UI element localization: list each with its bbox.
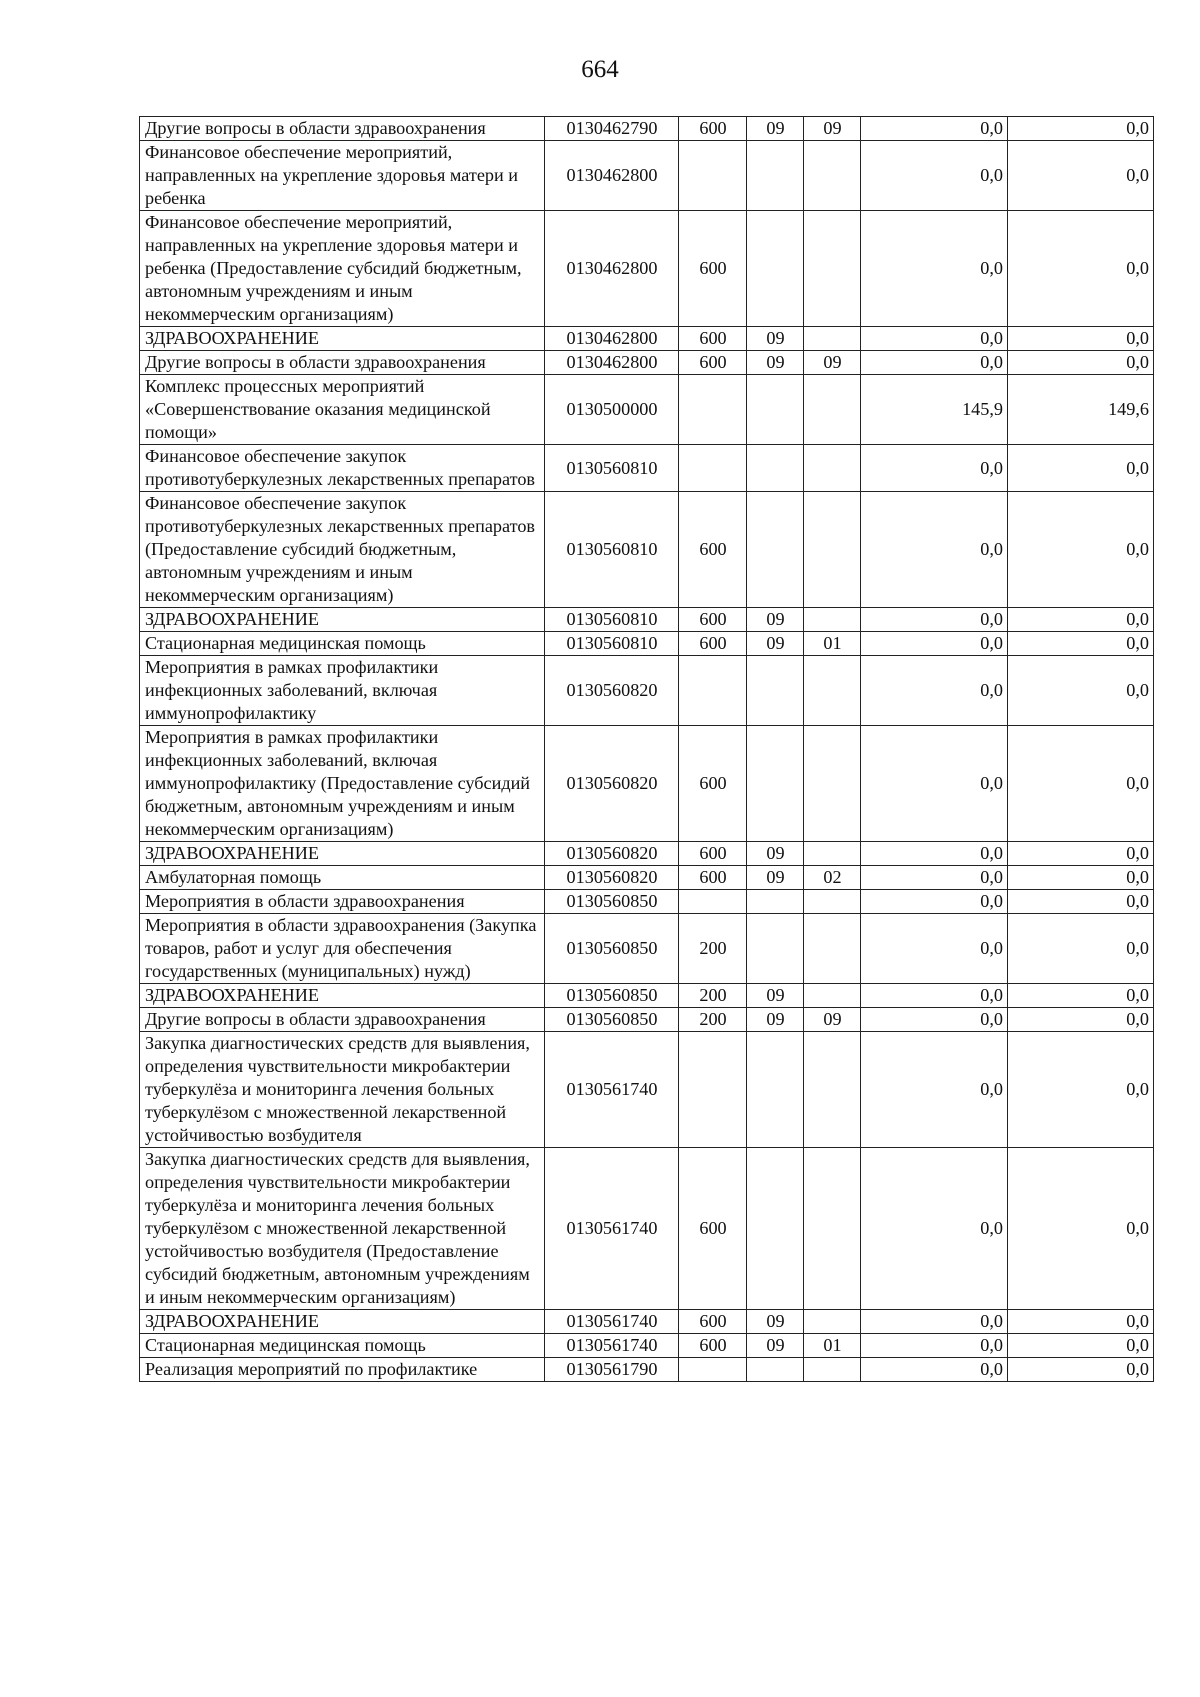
row-code-cell: 0130560810 bbox=[545, 445, 679, 492]
table-row bbox=[140, 984, 1154, 1008]
row-section-cell bbox=[747, 914, 804, 984]
row-name-cell: Другие вопросы в области здравоохранения bbox=[140, 1008, 545, 1032]
row-expense-type-cell: 200 bbox=[679, 984, 747, 1008]
row-code-cell: 0130462800 bbox=[545, 211, 679, 327]
row-value-1-cell: 0,0 bbox=[861, 351, 1008, 375]
row-value-1-cell: 0,0 bbox=[861, 1334, 1008, 1358]
row-section-cell bbox=[747, 890, 804, 914]
row-value-2-cell: 0,0 bbox=[1008, 632, 1154, 656]
row-value-2-cell: 0,0 bbox=[1008, 211, 1154, 327]
row-code-cell: 0130560810 bbox=[545, 632, 679, 656]
row-expense-type-cell: 600 bbox=[679, 117, 747, 141]
row-subsection-cell bbox=[804, 141, 861, 211]
row-value-2-cell: 0,0 bbox=[1008, 327, 1154, 351]
row-value-2-cell: 0,0 bbox=[1008, 890, 1154, 914]
table-row bbox=[140, 632, 1154, 656]
row-subsection-cell bbox=[804, 842, 861, 866]
row-subsection-cell bbox=[804, 914, 861, 984]
row-section-cell: 09 bbox=[747, 1334, 804, 1358]
row-subsection-cell: 09 bbox=[804, 351, 861, 375]
row-section-cell: 09 bbox=[747, 608, 804, 632]
row-expense-type-cell: 600 bbox=[679, 351, 747, 375]
row-value-1-cell: 0,0 bbox=[861, 656, 1008, 726]
row-section-cell bbox=[747, 445, 804, 492]
row-expense-type-cell: 200 bbox=[679, 914, 747, 984]
row-code-cell: 0130561740 bbox=[545, 1148, 679, 1310]
row-value-1-cell: 0,0 bbox=[861, 632, 1008, 656]
row-subsection-cell bbox=[804, 327, 861, 351]
row-value-1-cell: 0,0 bbox=[861, 914, 1008, 984]
row-value-1-cell: 0,0 bbox=[861, 726, 1008, 842]
table-row bbox=[140, 351, 1154, 375]
row-code-cell: 0130561740 bbox=[545, 1310, 679, 1334]
row-value-2-cell: 0,0 bbox=[1008, 1358, 1154, 1382]
row-expense-type-cell: 600 bbox=[679, 866, 747, 890]
row-value-1-cell: 0,0 bbox=[861, 866, 1008, 890]
row-expense-type-cell: 600 bbox=[679, 1148, 747, 1310]
table-row bbox=[140, 890, 1154, 914]
row-subsection-cell bbox=[804, 1148, 861, 1310]
row-code-cell: 0130561740 bbox=[545, 1032, 679, 1148]
row-section-cell bbox=[747, 1358, 804, 1382]
row-subsection-cell: 02 bbox=[804, 866, 861, 890]
table-row bbox=[140, 375, 1154, 445]
row-value-2-cell: 0,0 bbox=[1008, 492, 1154, 608]
row-name-cell: Финансовое обеспечение мероприятий, направленных на укрепление здоровья матери и ребенка (Предоставление субсидий бюджетным, автономным учреждениям и иным некоммерческим организациям) bbox=[140, 211, 545, 327]
row-value-1-cell: 0,0 bbox=[861, 445, 1008, 492]
row-subsection-cell bbox=[804, 656, 861, 726]
row-code-cell: 0130560850 bbox=[545, 1008, 679, 1032]
row-value-2-cell: 0,0 bbox=[1008, 656, 1154, 726]
row-expense-type-cell bbox=[679, 445, 747, 492]
row-code-cell: 0130561790 bbox=[545, 1358, 679, 1382]
row-code-cell: 0130560820 bbox=[545, 842, 679, 866]
row-subsection-cell bbox=[804, 1310, 861, 1334]
row-value-1-cell: 0,0 bbox=[861, 211, 1008, 327]
row-section-cell bbox=[747, 141, 804, 211]
row-value-2-cell: 0,0 bbox=[1008, 608, 1154, 632]
table-row bbox=[140, 914, 1154, 984]
row-value-2-cell: 0,0 bbox=[1008, 1008, 1154, 1032]
row-value-2-cell: 0,0 bbox=[1008, 445, 1154, 492]
table-body bbox=[140, 117, 1154, 1382]
row-section-cell bbox=[747, 1032, 804, 1148]
row-expense-type-cell bbox=[679, 375, 747, 445]
row-value-1-cell: 0,0 bbox=[861, 1008, 1008, 1032]
row-value-2-cell: 0,0 bbox=[1008, 1148, 1154, 1310]
row-section-cell bbox=[747, 375, 804, 445]
row-code-cell: 0130560820 bbox=[545, 866, 679, 890]
row-value-1-cell: 0,0 bbox=[861, 984, 1008, 1008]
row-value-2-cell: 0,0 bbox=[1008, 866, 1154, 890]
row-code-cell: 0130560820 bbox=[545, 656, 679, 726]
row-value-2-cell: 0,0 bbox=[1008, 842, 1154, 866]
row-subsection-cell: 01 bbox=[804, 1334, 861, 1358]
row-value-1-cell: 0,0 bbox=[861, 327, 1008, 351]
row-subsection-cell bbox=[804, 1032, 861, 1148]
row-code-cell: 0130560810 bbox=[545, 492, 679, 608]
row-subsection-cell: 01 bbox=[804, 632, 861, 656]
row-expense-type-cell: 600 bbox=[679, 492, 747, 608]
row-expense-type-cell: 600 bbox=[679, 632, 747, 656]
table-row bbox=[140, 608, 1154, 632]
row-value-1-cell: 0,0 bbox=[861, 1148, 1008, 1310]
row-subsection-cell bbox=[804, 726, 861, 842]
row-value-1-cell: 0,0 bbox=[861, 1032, 1008, 1148]
row-value-1-cell: 0,0 bbox=[861, 1358, 1008, 1382]
row-value-1-cell: 0,0 bbox=[861, 141, 1008, 211]
row-expense-type-cell: 600 bbox=[679, 1334, 747, 1358]
row-value-2-cell: 0,0 bbox=[1008, 1032, 1154, 1148]
table-row bbox=[140, 327, 1154, 351]
row-expense-type-cell bbox=[679, 1032, 747, 1148]
row-subsection-cell bbox=[804, 211, 861, 327]
row-value-2-cell: 0,0 bbox=[1008, 984, 1154, 1008]
table-row bbox=[140, 842, 1154, 866]
row-value-2-cell: 0,0 bbox=[1008, 1310, 1154, 1334]
row-name-cell: Реализация мероприятий по профилактике bbox=[140, 1358, 545, 1382]
row-code-cell: 0130462800 bbox=[545, 141, 679, 211]
row-section-cell bbox=[747, 656, 804, 726]
budget-table bbox=[139, 116, 1154, 1382]
row-subsection-cell: 09 bbox=[804, 117, 861, 141]
row-code-cell: 0130560820 bbox=[545, 726, 679, 842]
row-value-1-cell: 0,0 bbox=[861, 608, 1008, 632]
row-subsection-cell bbox=[804, 984, 861, 1008]
table-row bbox=[140, 1334, 1154, 1358]
row-name-cell: ЗДРАВООХРАНЕНИЕ bbox=[140, 984, 545, 1008]
row-value-1-cell: 0,0 bbox=[861, 117, 1008, 141]
row-name-cell: Финансовое обеспечение закупок противотуберкулезных лекарственных препаратов bbox=[140, 445, 545, 492]
row-expense-type-cell: 600 bbox=[679, 842, 747, 866]
row-code-cell: 0130561740 bbox=[545, 1334, 679, 1358]
row-expense-type-cell: 600 bbox=[679, 608, 747, 632]
row-section-cell bbox=[747, 211, 804, 327]
row-name-cell: ЗДРАВООХРАНЕНИЕ bbox=[140, 1310, 545, 1334]
row-code-cell: 0130560850 bbox=[545, 890, 679, 914]
row-code-cell: 0130560850 bbox=[545, 984, 679, 1008]
row-section-cell bbox=[747, 1148, 804, 1310]
table-row bbox=[140, 141, 1154, 211]
table-row bbox=[140, 866, 1154, 890]
row-expense-type-cell bbox=[679, 890, 747, 914]
row-section-cell bbox=[747, 726, 804, 842]
row-name-cell: Финансовое обеспечение мероприятий, направленных на укрепление здоровья матери и ребенка bbox=[140, 141, 545, 211]
table-row bbox=[140, 1148, 1154, 1310]
row-expense-type-cell bbox=[679, 656, 747, 726]
row-value-1-cell: 0,0 bbox=[861, 842, 1008, 866]
row-subsection-cell bbox=[804, 608, 861, 632]
row-section-cell bbox=[747, 492, 804, 608]
row-value-1-cell: 0,0 bbox=[861, 890, 1008, 914]
row-value-1-cell: 0,0 bbox=[861, 1310, 1008, 1334]
row-expense-type-cell: 600 bbox=[679, 211, 747, 327]
row-section-cell: 09 bbox=[747, 866, 804, 890]
table-row bbox=[140, 1008, 1154, 1032]
row-name-cell: Мероприятия в области здравоохранения (Закупка товаров, работ и услуг для обеспечения государственных (муниципальных) нужд) bbox=[140, 914, 545, 984]
row-name-cell: Мероприятия в рамках профилактики инфекционных заболеваний, включая иммунопрофилактику bbox=[140, 656, 545, 726]
table-row bbox=[140, 1310, 1154, 1334]
table-row bbox=[140, 211, 1154, 327]
row-value-2-cell: 0,0 bbox=[1008, 117, 1154, 141]
row-name-cell: ЗДРАВООХРАНЕНИЕ bbox=[140, 608, 545, 632]
row-section-cell: 09 bbox=[747, 632, 804, 656]
row-section-cell: 09 bbox=[747, 327, 804, 351]
table-row bbox=[140, 656, 1154, 726]
row-value-2-cell: 0,0 bbox=[1008, 1334, 1154, 1358]
row-section-cell: 09 bbox=[747, 351, 804, 375]
row-name-cell: Комплекс процессных мероприятий «Совершенствование оказания медицинской помощи» bbox=[140, 375, 545, 445]
row-section-cell: 09 bbox=[747, 117, 804, 141]
table-row bbox=[140, 492, 1154, 608]
table-row bbox=[140, 1032, 1154, 1148]
row-code-cell: 0130500000 bbox=[545, 375, 679, 445]
row-code-cell: 0130462800 bbox=[545, 327, 679, 351]
row-name-cell: Стационарная медицинская помощь bbox=[140, 632, 545, 656]
row-section-cell: 09 bbox=[747, 1310, 804, 1334]
row-expense-type-cell bbox=[679, 1358, 747, 1382]
row-value-2-cell: 0,0 bbox=[1008, 141, 1154, 211]
row-subsection-cell bbox=[804, 445, 861, 492]
row-value-1-cell: 145,9 bbox=[861, 375, 1008, 445]
row-expense-type-cell bbox=[679, 141, 747, 211]
row-code-cell: 0130462790 bbox=[545, 117, 679, 141]
row-name-cell: ЗДРАВООХРАНЕНИЕ bbox=[140, 842, 545, 866]
row-expense-type-cell: 200 bbox=[679, 1008, 747, 1032]
row-subsection-cell bbox=[804, 1358, 861, 1382]
row-section-cell: 09 bbox=[747, 984, 804, 1008]
row-subsection-cell bbox=[804, 375, 861, 445]
row-code-cell: 0130560850 bbox=[545, 914, 679, 984]
row-name-cell: Мероприятия в области здравоохранения bbox=[140, 890, 545, 914]
row-expense-type-cell: 600 bbox=[679, 726, 747, 842]
row-name-cell: Закупка диагностических средств для выявления, определения чувствительности микробактерии туберкулёза и мониторинга лечения больных туберкулёзом с множественной лекарственной устойчивостью возбудителя (Предоставление субсидий бюджетным, автономным учреждениям и иным некоммерческим организациям) bbox=[140, 1148, 545, 1310]
table-row bbox=[140, 445, 1154, 492]
row-value-2-cell: 0,0 bbox=[1008, 726, 1154, 842]
row-name-cell: Мероприятия в рамках профилактики инфекционных заболеваний, включая иммунопрофилактику (Предоставление субсидий бюджетным, автономным учреждениям и иным некоммерческим организациям) bbox=[140, 726, 545, 842]
row-name-cell: Другие вопросы в области здравоохранения bbox=[140, 351, 545, 375]
page-number: 664 bbox=[581, 56, 619, 83]
row-value-2-cell: 149,6 bbox=[1008, 375, 1154, 445]
table-row bbox=[140, 117, 1154, 141]
row-code-cell: 0130560810 bbox=[545, 608, 679, 632]
row-name-cell: ЗДРАВООХРАНЕНИЕ bbox=[140, 327, 545, 351]
row-expense-type-cell: 600 bbox=[679, 327, 747, 351]
row-value-2-cell: 0,0 bbox=[1008, 351, 1154, 375]
table-row bbox=[140, 726, 1154, 842]
row-subsection-cell bbox=[804, 890, 861, 914]
row-value-2-cell: 0,0 bbox=[1008, 914, 1154, 984]
row-section-cell: 09 bbox=[747, 842, 804, 866]
row-name-cell: Амбулаторная помощь bbox=[140, 866, 545, 890]
row-value-1-cell: 0,0 bbox=[861, 492, 1008, 608]
row-section-cell: 09 bbox=[747, 1008, 804, 1032]
row-name-cell: Стационарная медицинская помощь bbox=[140, 1334, 545, 1358]
row-name-cell: Другие вопросы в области здравоохранения bbox=[140, 117, 545, 141]
row-name-cell: Финансовое обеспечение закупок противотуберкулезных лекарственных препаратов (Предоставление субсидий бюджетным, автономным учреждениям и иным некоммерческим организациям) bbox=[140, 492, 545, 608]
table-row bbox=[140, 1358, 1154, 1382]
row-expense-type-cell: 600 bbox=[679, 1310, 747, 1334]
row-name-cell: Закупка диагностических средств для выявления, определения чувствительности микробактерии туберкулёза и мониторинга лечения больных туберкулёзом с множественной лекарственной устойчивостью возбудителя bbox=[140, 1032, 545, 1148]
row-subsection-cell: 09 bbox=[804, 1008, 861, 1032]
row-code-cell: 0130462800 bbox=[545, 351, 679, 375]
row-subsection-cell bbox=[804, 492, 861, 608]
